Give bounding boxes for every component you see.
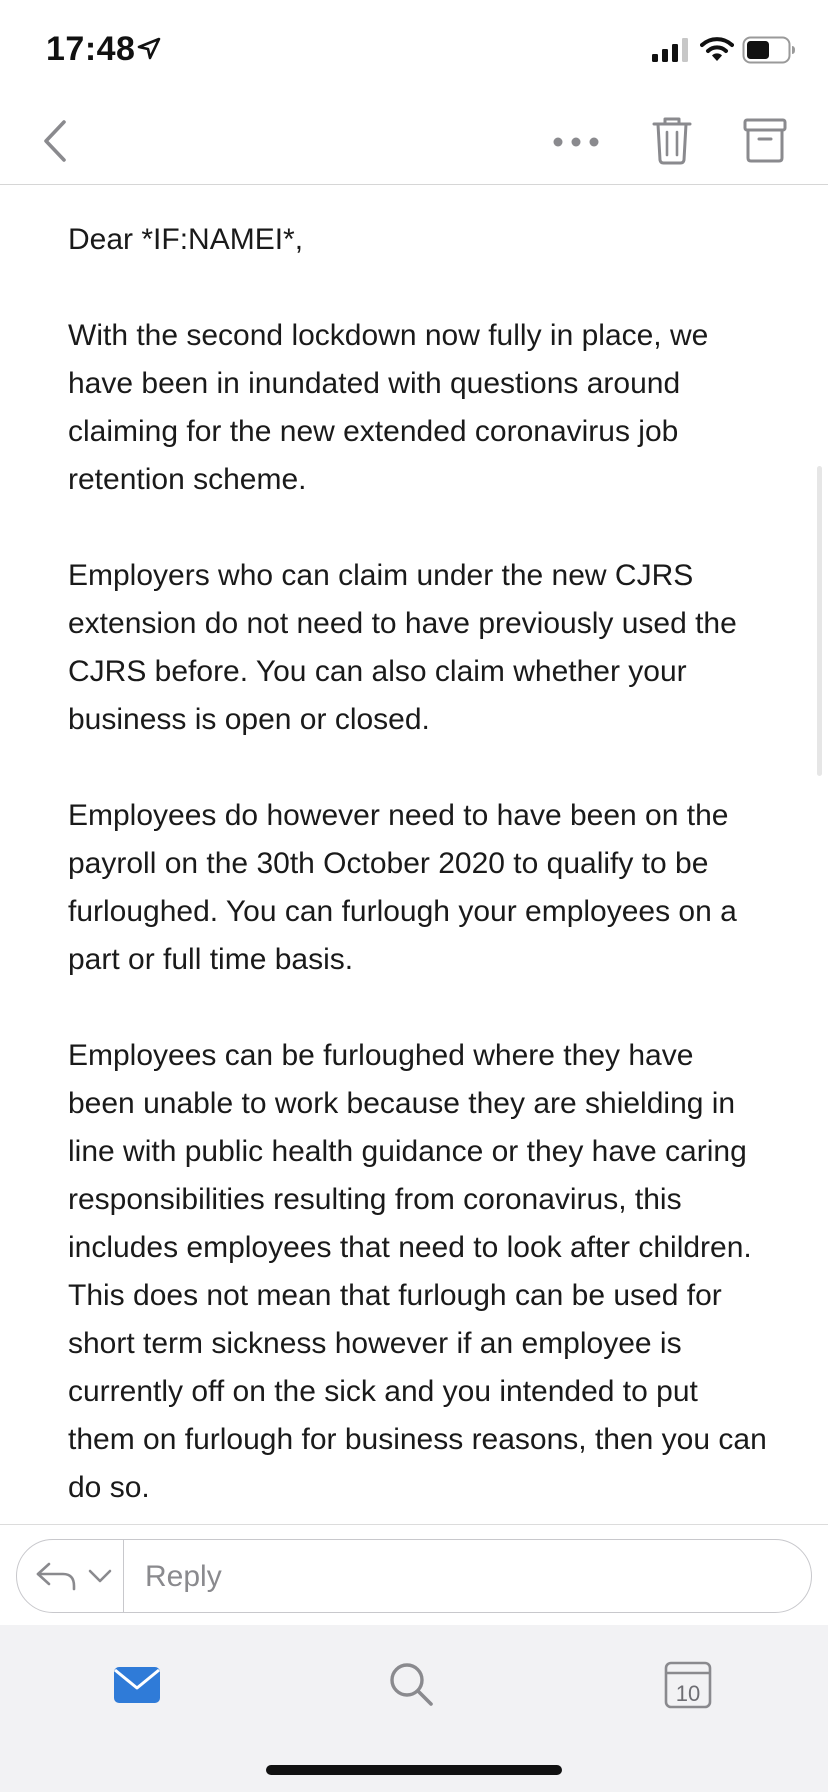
battery-icon (742, 36, 796, 64)
email-paragraph: Employees do however need to have been on the payroll on the 30th October 2020 to qualify to be furloughed. You can furlough your employees on a part or full time basis. (68, 799, 737, 976)
back-button[interactable] (36, 116, 76, 166)
email-paragraph: With the second lockdown now fully in place, we have been in inundated with questions around claiming for the new extended coronavirus job retention scheme. (68, 319, 709, 496)
tab-search[interactable] (372, 1645, 452, 1725)
email-greeting: Dear *IF:NAMEI*, (68, 223, 304, 256)
reply-bar (0, 1524, 828, 1625)
reply-field-container (16, 1539, 812, 1613)
cellular-signal-icon (652, 38, 690, 62)
location-arrow-icon (136, 36, 162, 62)
calendar-date: 10 (675, 1681, 701, 1706)
more-options-button[interactable] (548, 122, 604, 162)
email-body (0, 186, 828, 1524)
tab-calendar[interactable] (648, 1645, 728, 1725)
tab-mail[interactable] (96, 1645, 176, 1725)
tab-bar (0, 1625, 828, 1792)
search-icon (372, 1645, 452, 1725)
home-indicator[interactable] (266, 1765, 562, 1775)
reply-arrow-icon (35, 1560, 77, 1592)
reply-input[interactable] (143, 1554, 787, 1600)
email-paragraph: This does not mean that furlough can be used for short term sickness however if an employee is currently off on the sick and you intended to put them on furlough for business reasons, then you can do so. (68, 1279, 767, 1504)
status-time: 17:48 (46, 30, 136, 68)
wifi-icon (700, 36, 734, 62)
scroll-indicator[interactable] (817, 466, 822, 776)
status-bar (0, 0, 828, 100)
email-paragraph: Employers who can claim under the new CJRS extension do not need to have previously used the CJRS before. You can also claim whether your business is open or closed. (68, 559, 737, 736)
nav-bar (0, 100, 828, 185)
email-paragraph: Employees can be furloughed where they have been unable to work because they are shielding in line with public health guidance or they have caring responsibilities resulting from coronavirus, this includes employees that need to look after children. (68, 1039, 752, 1264)
reply-options-button[interactable] (17, 1540, 124, 1612)
trash-button[interactable] (650, 114, 694, 166)
archive-button[interactable] (742, 116, 788, 164)
chevron-down-icon (87, 1566, 113, 1586)
email-message-text (68, 216, 768, 1512)
mail-icon (96, 1645, 176, 1725)
